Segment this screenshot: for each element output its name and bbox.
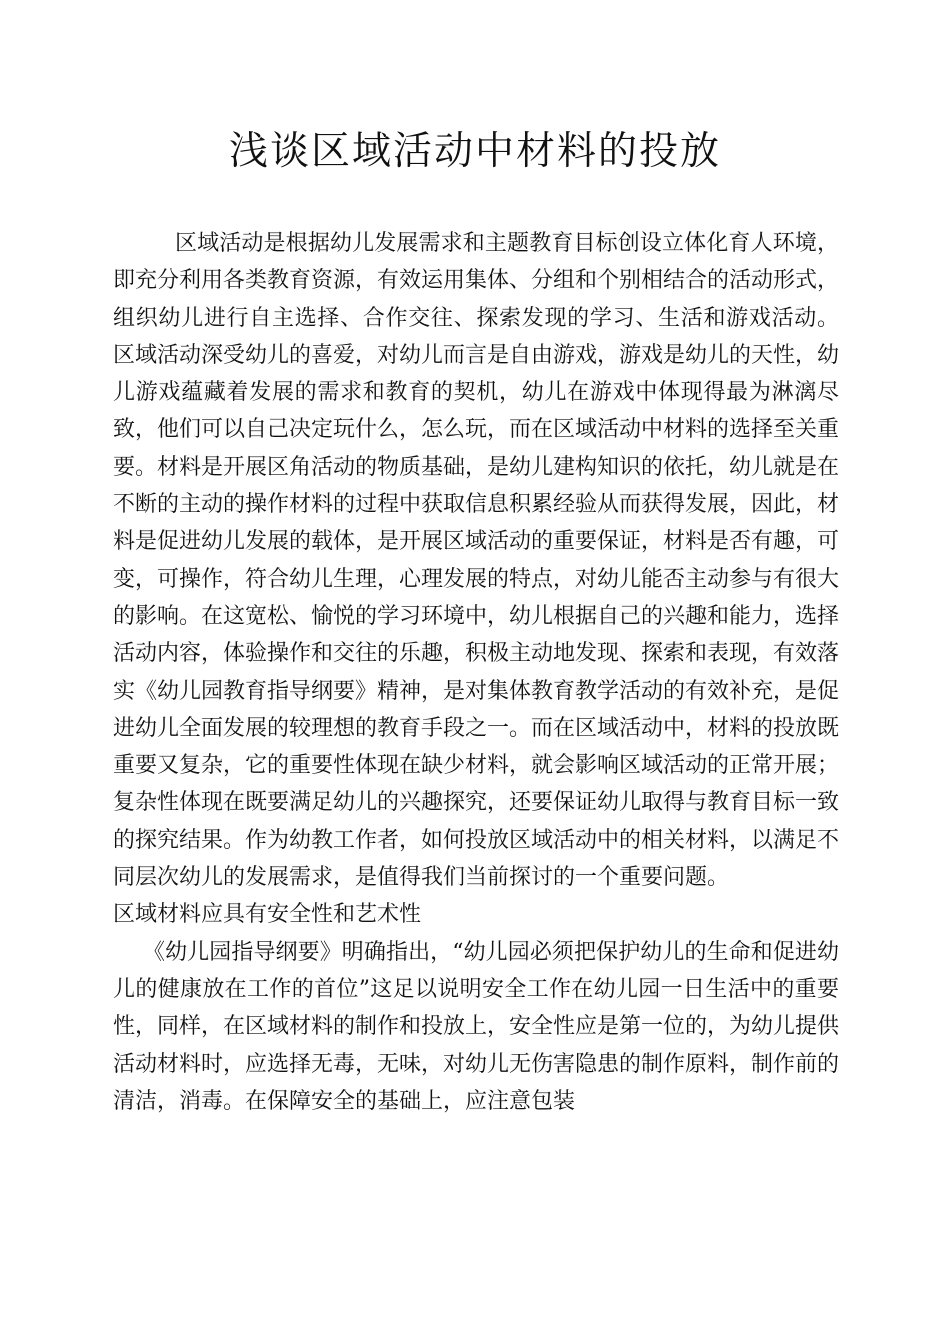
document-body [113, 225, 839, 1120]
section-heading: 区域材料应具有安全性和艺术性 [113, 902, 422, 928]
page-title: 浅谈区域活动中材料的投放 [228, 129, 721, 174]
intro-paragraph: 区域活动是根据幼儿发展需求和主题教育目标创设立体化育人环境，即充分利用各类教育资源，有效运用集体、分组和个别相结合的活动形式，组织幼儿进行自主选择、合作交往、探索发现的学习、生活和游戏活动。 区域活动深受幼儿的喜爱，对幼儿而言是自由游戏，游戏是幼儿的天性，幼儿游戏蕴藏着发展的需求和教育的契机，幼儿在游戏中体现得最为淋漓尽致，他们可以自己决定玩什么，怎么玩，而在区域活动中材料的选择至关重要。材料是开展区角活动的物质基础，是幼儿建构知识的依托，幼儿就是在不断的主动的操作材料的过程中获取信息积累经验从而获得发展，因此，材料是促进幼儿发展的载体，是开展区域活动的重要保证，材料是否有趣，可变，可操作，符合幼儿生理，心理发展的特点，对幼儿能否主动参与有很大的影响。在这宽松、愉悦的学习环境中，幼儿根据自己的兴趣和能力，选择活动内容，体验操作和交往的乐趣，积极主动地发现、探索和表现，有效落实《幼儿园教育指导纲要》精神，是对集体教育教学活动的有效补充，是促进幼儿全面发展的较理想的教育手段之一。而在区域活动中，材料的投放既重要又复杂，它的重要性体现在缺少材料，就会影响区域活动的正常开展；复杂性体现在既要满足幼儿的兴趣探究，还要保证幼儿取得与教育目标一致的探究结果。作为幼教工作者，如何投放区域活动中的相关材料，以满足不同层次幼儿的发展需求，是值得我们当前探讨的一个重要问题。 [113, 231, 840, 891]
section-paragraph: 《幼儿园指导纲要》明确指出，“幼儿园必须把保护幼儿的生命和促进幼儿的健康放在工作的首位”这足以说明安全工作在幼儿园一日生活中的重要性，同样，在区域材料的制作和投放上，安全性应是第一位的，为幼儿提供活动材料时，应选择无毒，无味，对幼儿无伤害隐患的制作原料，制作前的清洁，消毒。在保障安全的基础上，应注意包装 [113, 939, 840, 1114]
